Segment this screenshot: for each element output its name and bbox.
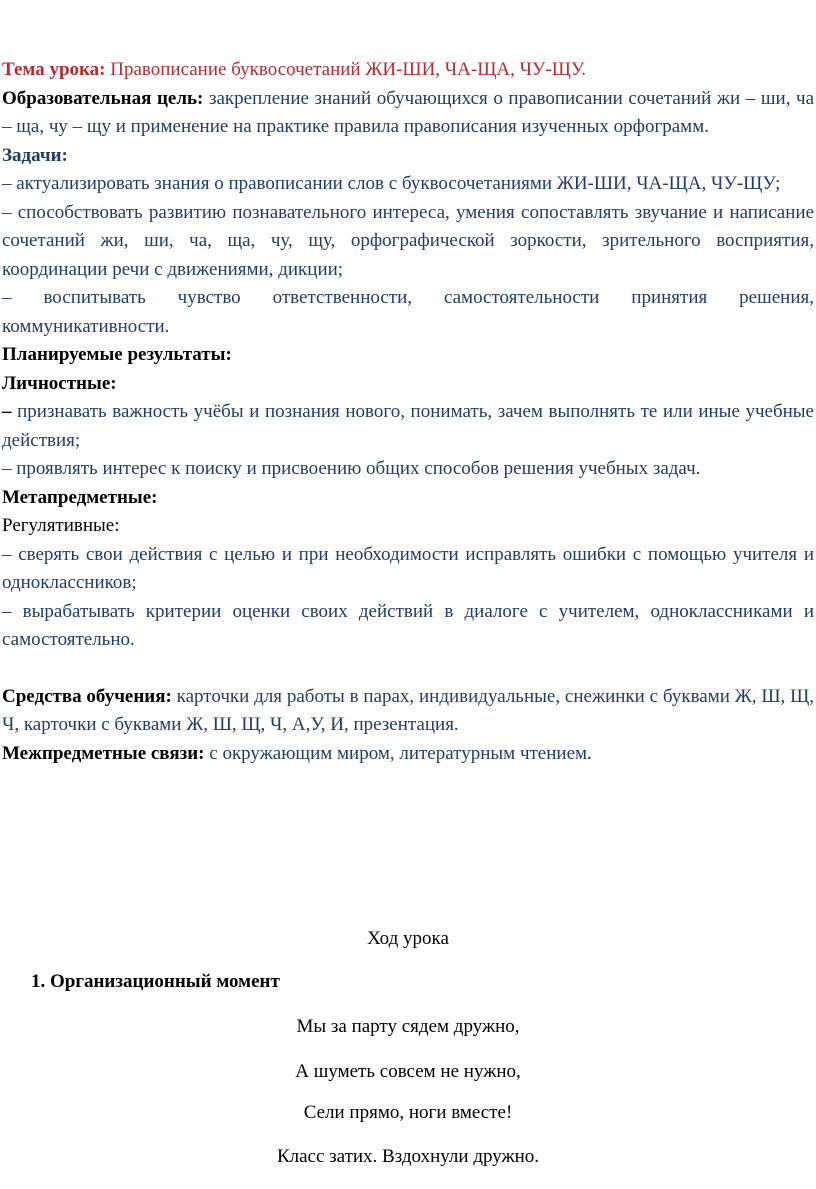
task-item-1: – актуализировать знания о правописании слов с буквосочетаниями ЖИ-ШИ, ЧА-ЩА, ЧУ-ЩУ; bbox=[2, 173, 781, 194]
personal-item-1-text: признавать важность учёбы и познания нового, понимать, зачем выполнять те или иные учебные действия; bbox=[2, 401, 814, 451]
topic-text: Правописание буквосочетаний ЖИ-ШИ, ЧА-ЩА, ЧУ-ЩУ. bbox=[105, 59, 586, 80]
results-label: Планируемые результаты: bbox=[2, 344, 232, 365]
personal-results-label: Личностные: bbox=[2, 372, 117, 394]
tools-label: Средства обучения: bbox=[2, 685, 172, 707]
personal-item-2: – проявлять интерес к поиску и присвоению общих способов решения учебных задач. bbox=[2, 458, 701, 479]
meta-item-2: – вырабатывать критерии оценки своих действий в диалоге с учителем, одноклассниками и самостоятельно. bbox=[2, 600, 814, 650]
poem-line-1: Мы за парту сядем дружно, bbox=[296, 1016, 520, 1037]
poem-line-3: Сели прямо, ноги вместе! bbox=[303, 1102, 513, 1123]
tools-paragraph bbox=[2, 683, 814, 740]
document-page bbox=[0, 56, 816, 768]
links-label: Межпредметные связи: bbox=[2, 742, 205, 764]
links-paragraph bbox=[2, 740, 814, 769]
task-item-3: – воспитывать чувство ответственности, самостоятельности принятия решения, коммуникативности. bbox=[2, 287, 814, 337]
topic-label: Тема урока: bbox=[2, 59, 106, 80]
tasks-label: Задачи: bbox=[2, 144, 68, 166]
goal-label: Образовательная цель: bbox=[2, 87, 204, 109]
meta-results-label: Метапредметные: bbox=[2, 486, 158, 508]
personal-item-1 bbox=[2, 398, 814, 455]
links-end: . bbox=[587, 742, 592, 764]
lesson-progress-title: Ход урока bbox=[367, 928, 449, 949]
task-item-2: – способствовать развитию познавательного интереса, умения сопоставлять звучание и написание сочетаний жи, ши, ча, ща, чу, щу, орфографической зоркости, зрительного восприятия, координации речи с движениями, дикции; bbox=[2, 201, 814, 280]
goal-paragraph bbox=[2, 85, 814, 142]
goal-text: закрепление знаний обучающихся о правописании сочетаний жи – ши, ча – ща, чу – щу и применение на практике правила правописания изученных орфограмм. bbox=[2, 87, 814, 137]
section-organizational-moment: 1. Организационный момент bbox=[31, 971, 280, 992]
tools-text: карточки для работы в парах, индивидуальные, снежинки с буквами Ж, Ш, Щ, Ч, карточки с буквами Ж, Ш, Щ, Ч, А,У, И, презентация. bbox=[2, 685, 814, 735]
personal-item-dash: – bbox=[2, 401, 12, 422]
spacer bbox=[2, 655, 814, 683]
topic-paragraph bbox=[2, 56, 814, 85]
meta-item-1: – сверять свои действия с целью и при необходимости исправлять ошибки с помощью учителя и одноклассников; bbox=[2, 543, 814, 593]
lesson-plan-header bbox=[2, 56, 814, 768]
poem-line-4: Класс затих. Вздохнули дружно. bbox=[276, 1146, 540, 1167]
regulatory-label: Регулятивные: bbox=[2, 515, 120, 536]
links-text: с окружающим миром, литературным чтением bbox=[204, 742, 588, 764]
poem-line-2: А шуметь совсем не нужно, bbox=[295, 1061, 521, 1082]
